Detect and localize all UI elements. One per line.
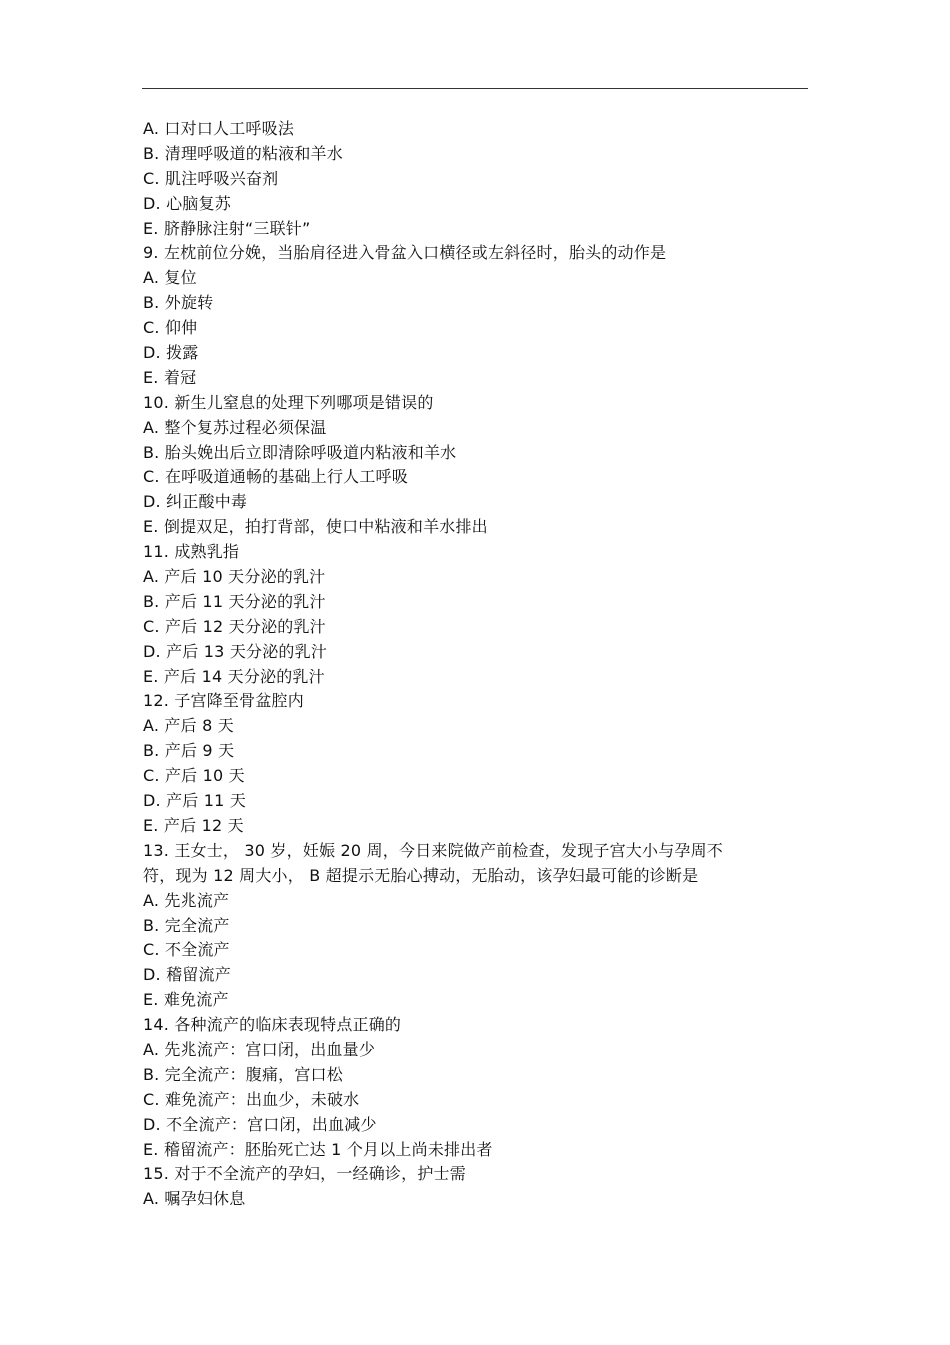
text-line: B. 外旋转: [143, 293, 214, 313]
text-line: B. 清理呼吸道的粘液和羊水: [143, 143, 343, 163]
text-line: A. 先兆流产: [143, 890, 230, 910]
question-15: 15. 对于不全流产的孕妇，一经确诊，护士需: [143, 1164, 466, 1184]
text-line: E. 着冠: [143, 367, 197, 387]
text-line: A. 口对口人工呼吸法: [143, 119, 295, 138]
text-line: C. 不全流产: [143, 940, 230, 960]
question-12: 12. 子宫降至骨盆腔内: [143, 691, 304, 711]
text-line: A. 产后 10 天分泌的乳汁: [143, 567, 326, 587]
text-line: D. 拨露: [143, 343, 199, 363]
text-line: B. 完全流产: [143, 915, 230, 935]
text-line: B. 产后 11 天分泌的乳汁: [143, 591, 326, 611]
text-line: D. 产后 11 天: [143, 791, 247, 811]
text-line: C. 产后 10 天: [143, 766, 245, 786]
text-line: A. 嘱孕妇休息: [143, 1189, 246, 1209]
document-body: [143, 117, 808, 1212]
text-line: E. 产后 14 天分泌的乳汁: [143, 666, 325, 686]
text-line: A. 先兆流产：宫口闭，出血量少: [143, 1039, 376, 1059]
question-11: 11. 成熟乳指: [143, 542, 240, 562]
question-13: 13. 王女士， 30 岁，妊娠 20 周，今日来院做产前检查，发现子宫大小与孕周不: [143, 840, 723, 860]
text-line: D. 产后 13 天分泌的乳汁: [143, 641, 328, 661]
text-line: E. 难免流产: [143, 990, 229, 1010]
text-line: C. 产后 12 天分泌的乳汁: [143, 616, 326, 636]
text-line: B. 胎头娩出后立即清除呼吸道内粘液和羊水: [143, 442, 457, 462]
text-line: D. 纠正酸中毒: [143, 492, 248, 512]
text-line: A. 产后 8 天: [143, 716, 234, 736]
header-rule: [142, 88, 808, 89]
text-line: E. 产后 12 天: [143, 815, 244, 835]
text-line: C. 肌注呼吸兴奋剂: [143, 168, 279, 188]
text-line: B. 完全流产：腹痛，宫口松: [143, 1064, 343, 1084]
text-line: D. 心脑复苏: [143, 193, 231, 213]
text-line: A. 复位: [143, 268, 197, 288]
question-10: 10. 新生儿窒息的处理下列哪项是错误的: [143, 392, 434, 412]
text-line: E. 倒提双足，拍打背部，使口中粘液和羊水排出: [143, 517, 488, 537]
text-line: D. 不全流产：宫口闭，出血减少: [143, 1114, 377, 1134]
text-line: C. 仰伸: [143, 318, 198, 338]
text-line: E. 稽留流产：胚胎死亡达 1 个月以上尚未排出者: [143, 1139, 493, 1159]
text-line: E. 脐静脉注射“三联针”: [143, 218, 311, 238]
text-line: B. 产后 9 天: [143, 741, 235, 761]
text-line: A. 整个复苏过程必须保温: [143, 417, 327, 437]
question-14: 14. 各种流产的临床表现特点正确的: [143, 1015, 402, 1035]
question-9: 9. 左枕前位分娩，当胎肩径进入骨盆入口横径或左斜径时，胎头的动作是: [143, 243, 667, 263]
text-line: C. 在呼吸道通畅的基础上行人工呼吸: [143, 467, 408, 487]
question-13-continued: 符，现为 12 周大小， B 超提示无胎心搏动，无胎动，该孕妇最可能的诊断是: [143, 865, 699, 885]
text-line: D. 稽留流产: [143, 965, 231, 985]
text-line: C. 难免流产：出血少，未破水: [143, 1089, 360, 1109]
